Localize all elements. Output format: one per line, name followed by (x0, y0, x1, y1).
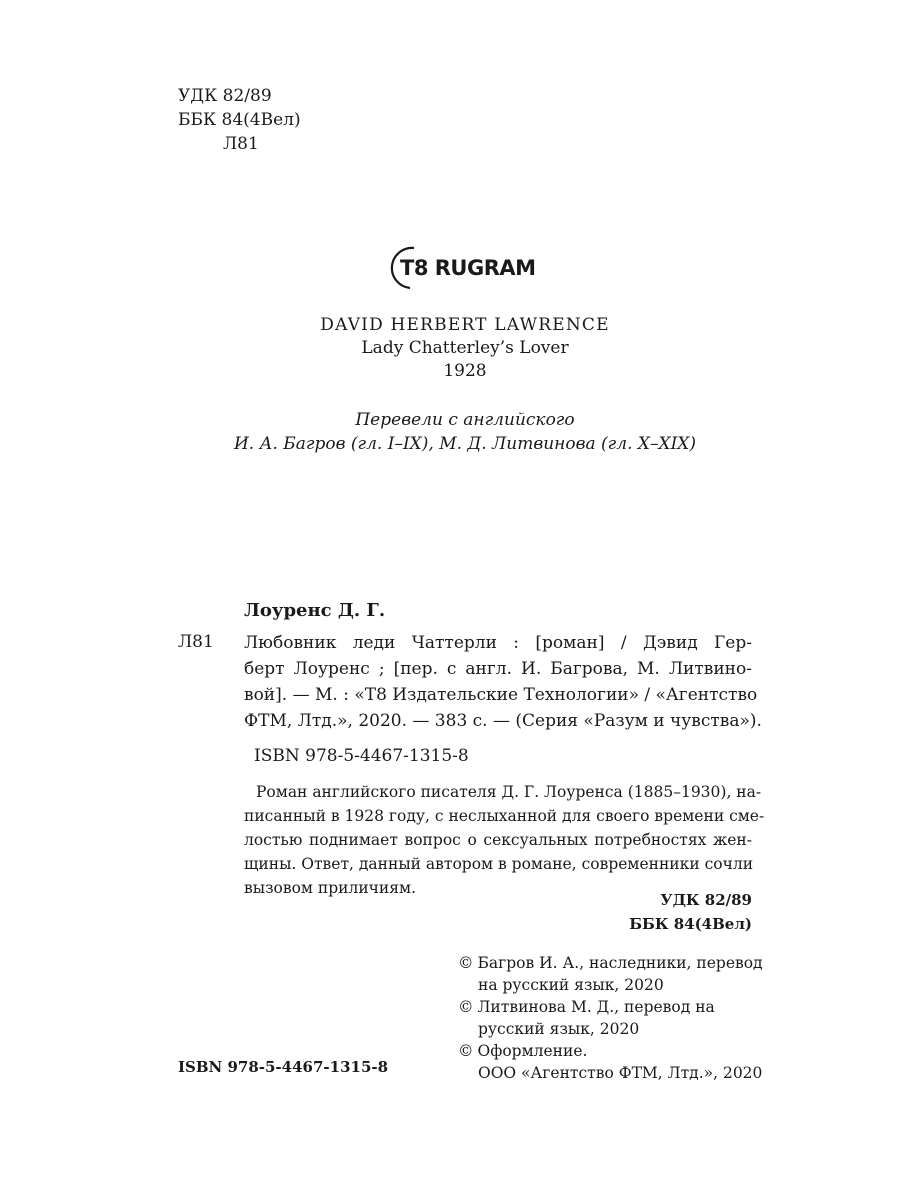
logo-text: T8 RUGRAM (400, 256, 536, 280)
abstract-line: Роман английского писателя Д. Г. Лоуренса (1885–1930), на- (256, 783, 762, 801)
original-title: Lady Chatterley’s Lover (361, 338, 569, 358)
copyright-line: Багров И. А., наследники, перевод (477, 954, 763, 972)
copyright-symbol: © (458, 1042, 474, 1060)
bottom-isbn: ISBN 978-5-4467-1315-8 (178, 1058, 389, 1076)
copyright-line: русский язык, 2020 (478, 1020, 640, 1038)
copyright-entry (458, 996, 758, 1018)
copyright-line: Литвинова М. Д., перевод на (477, 998, 715, 1016)
catalog-author-heading: Лоуренс Д. Г. (244, 600, 386, 621)
abstract-line: вызовом приличиям. (244, 879, 416, 897)
original-title-block (250, 314, 680, 383)
copyright-symbol: © (458, 954, 474, 972)
description-line: ФТМ, Лтд.», 2020. — 383 с. — (Серия «Разум и чувства»). (244, 711, 762, 731)
catalog-description (244, 630, 762, 734)
abstract-line: писанный в 1928 году, с неслыханной для своего времени сме- (244, 807, 765, 825)
abstract-line: щины. Ответ, данный автором в романе, современники сочли (244, 855, 754, 873)
copyright-line: Оформление. (477, 1042, 588, 1060)
description-line: Любовник леди Чаттерли : [роман] / Дэвид Гер- (244, 633, 752, 653)
description-line: берт Лоуренс ; [пер. с англ. И. Багрова, М. Литвино- (244, 659, 752, 679)
top-classification-block (178, 84, 301, 156)
catalog-udk: УДК 82/89 (660, 891, 752, 909)
original-year: 1928 (443, 361, 487, 381)
copyright-entry (458, 1040, 758, 1062)
catalog-isbn: ISBN 978-5-4467-1315-8 (254, 746, 469, 766)
bbk-code: ББК 84(4Вел) (178, 110, 301, 130)
abstract-line: лостью поднимает вопрос о сексуальных потребностях жен- (244, 831, 752, 849)
translators-block (200, 408, 730, 456)
catalog-abstract (244, 780, 765, 900)
translated-from: Перевели с английского (355, 410, 575, 430)
catalog-classification (600, 888, 752, 936)
copyright-entry (458, 952, 763, 974)
publisher-logo (390, 244, 550, 292)
udk-code: УДК 82/89 (178, 86, 272, 106)
copyright-symbol: © (458, 998, 474, 1016)
copyright-line: на русский язык, 2020 (478, 976, 664, 994)
description-line: вой]. — М. : «Т8 Издательские Технологии» / «Агентство (244, 685, 758, 705)
catalog-author-mark: Л81 (178, 632, 214, 652)
original-author: DAVID HERBERT LAWRENCE (320, 315, 610, 335)
copyright-line: ООО «Агентство ФТМ, Лтд.», 2020 (478, 1064, 763, 1082)
copyright-block (458, 952, 763, 1084)
translators-names: И. А. Багров (гл. I–IX), М. Д. Литвинова (гл. X–XIX) (233, 434, 697, 454)
catalog-bbk: ББК 84(4Вел) (629, 915, 752, 933)
author-mark: Л81 (223, 134, 259, 154)
